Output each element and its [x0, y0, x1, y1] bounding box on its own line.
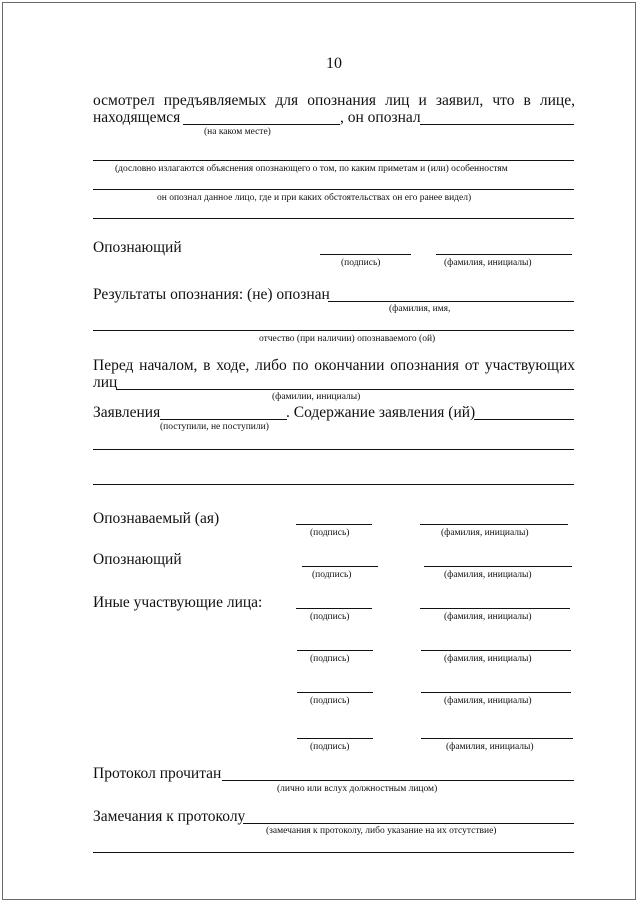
location-hint: (на каком месте) — [204, 127, 271, 137]
statements-content-field[interactable] — [474, 419, 574, 420]
explanation-hint-2: он опознал данное лицо, где и при каких обстоятельствах он его ранее видел) — [157, 193, 472, 203]
page-number: 10 — [326, 55, 342, 72]
statements-label: Заявления — [93, 404, 161, 421]
other-participants-label: Иные участвующие лица: — [93, 594, 263, 611]
identifier-2-label: Опознающий — [93, 551, 182, 568]
identifier-name-hint: (фамилия, инициалы) — [444, 258, 532, 268]
intro-line: осмотрел предъявляемых для опознания лиц и заявил, что в лице, — [93, 92, 575, 109]
signature-field-1[interactable] — [296, 524, 372, 525]
statements-received-field[interactable] — [160, 419, 287, 420]
name-hint-6: (фамилия, инициалы) — [446, 742, 534, 752]
identified-label: , он опознал — [340, 109, 421, 126]
identifier-signature-field[interactable] — [320, 254, 411, 255]
persons-field[interactable] — [116, 389, 574, 390]
statements-intro: Перед началом, в ходе, либо по окончании опознания от участвующих — [93, 357, 575, 374]
name-field-6[interactable] — [421, 738, 573, 739]
identifier-label: Опознающий — [93, 239, 182, 256]
statements-line-2[interactable] — [93, 484, 574, 485]
protocol-read-field[interactable] — [222, 780, 574, 781]
remarks-field[interactable] — [243, 823, 574, 824]
signature-field-4[interactable] — [297, 650, 373, 651]
identified-field[interactable] — [420, 124, 574, 125]
signature-field-3[interactable] — [296, 608, 372, 609]
name-field-3[interactable] — [420, 608, 570, 609]
located-label: находящемся — [93, 109, 181, 126]
name-field-1[interactable] — [420, 524, 568, 525]
identifier-signature-hint: (подпись) — [341, 258, 381, 268]
results-hint-1: (фамилия, имя, — [389, 304, 451, 314]
remarks-label: Замечания к протоколу — [93, 808, 246, 825]
statements-line-1[interactable] — [93, 449, 574, 450]
location-field[interactable] — [183, 124, 340, 125]
results-label: Результаты опознания: (не) опознан — [93, 286, 330, 303]
results-hint-2: отчество (при наличии) опознаваемого (ой) — [259, 334, 436, 344]
signature-field-5[interactable] — [297, 692, 373, 693]
name-hint-5: (фамилия, инициалы) — [444, 696, 532, 706]
name-hint-4: (фамилия, инициалы) — [444, 654, 532, 664]
remarks-hint: (замечания к протоколу, либо указание на их отсутствие) — [266, 826, 497, 836]
results-name-field[interactable] — [328, 301, 574, 302]
name-hint-2: (фамилия, инициалы) — [444, 570, 532, 580]
signature-hint-2: (подпись) — [312, 570, 352, 580]
signature-hint-5: (подпись) — [310, 696, 350, 706]
results-patronymic-field[interactable] — [93, 330, 574, 331]
explanation-line-3[interactable] — [93, 218, 574, 219]
persons-label: лиц — [93, 374, 118, 391]
explanation-hint-1: (дословно излагаются объяснения опознающего о том, по каким приметам и (или) особенностям — [115, 164, 508, 174]
name-hint-1: (фамилия, инициалы) — [441, 528, 529, 538]
signature-field-2[interactable] — [302, 566, 378, 567]
signature-hint-3: (подпись) — [310, 612, 350, 622]
name-field-2[interactable] — [424, 566, 572, 567]
explanation-line-1[interactable] — [93, 160, 574, 161]
name-hint-3: (фамилия, инициалы) — [444, 612, 532, 622]
signature-hint-1: (подпись) — [310, 528, 350, 538]
signature-field-6[interactable] — [297, 738, 373, 739]
identified-person-label: Опознаваемый (ая) — [93, 510, 220, 527]
remarks-line-2[interactable] — [93, 852, 574, 853]
statements-received-hint: (поступили, не поступили) — [160, 422, 269, 432]
explanation-line-2[interactable] — [93, 189, 574, 190]
identifier-name-field[interactable] — [436, 254, 572, 255]
protocol-read-label: Протокол прочитан — [93, 765, 222, 782]
signature-hint-6: (подпись) — [310, 742, 350, 752]
signature-hint-4: (подпись) — [310, 654, 350, 664]
name-field-4[interactable] — [421, 650, 571, 651]
persons-hint: (фамилии, инициалы) — [272, 392, 361, 402]
statements-content-label: . Содержание заявления (ий) — [286, 404, 476, 421]
name-field-5[interactable] — [421, 692, 571, 693]
protocol-read-hint: (лично или вслух должностным лицом) — [277, 784, 438, 794]
